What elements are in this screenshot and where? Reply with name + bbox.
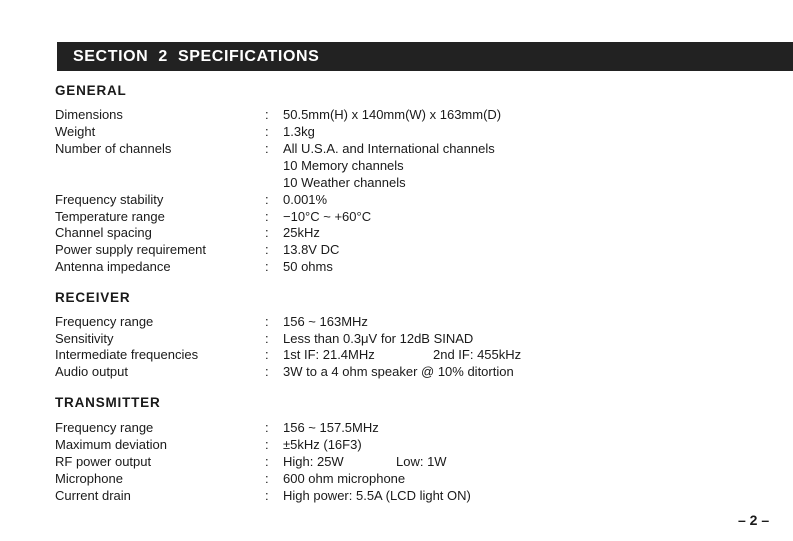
spec-label: Dimensions	[55, 107, 123, 122]
spec-label: Intermediate frequencies	[55, 347, 199, 362]
spec-label: Temperature range	[55, 209, 165, 224]
spec-label: Sensitivity	[55, 331, 114, 346]
spec-label: Antenna impedance	[55, 259, 171, 274]
spec-colon: :	[265, 437, 269, 452]
spec-colon: :	[265, 209, 269, 224]
page-number: – 2 –	[738, 512, 770, 528]
spec-colon: :	[265, 420, 269, 435]
spec-value: 600 ohm microphone	[283, 471, 406, 486]
spec-value: −10°C ~ +60°C	[283, 209, 372, 224]
spec-colon: :	[265, 124, 269, 139]
spec-value: Less than 0.3μV for 12dB SINAD	[283, 331, 474, 346]
spec-value: All U.S.A. and International channels	[283, 141, 495, 156]
spec-value: 0.001%	[283, 192, 328, 207]
spec-colon: :	[265, 242, 269, 257]
receiver-section-title: RECEIVER	[55, 290, 131, 305]
spec-value-secondary: Low: 1W	[396, 454, 447, 469]
spec-colon: :	[265, 488, 269, 503]
spec-value: 1st IF: 21.4MHz	[283, 347, 375, 362]
spec-colon: :	[265, 314, 269, 329]
spec-label: Audio output	[55, 364, 129, 379]
spec-value: 10 Memory channels	[283, 158, 404, 173]
spec-value: High power: 5.5A (LCD light ON)	[283, 488, 471, 503]
spec-label: Frequency range	[55, 314, 154, 329]
spec-label: Number of channels	[55, 141, 172, 156]
spec-label: Frequency range	[55, 420, 154, 435]
spec-value: 1.3kg	[283, 124, 315, 139]
spec-value: ±5kHz (16F3)	[283, 437, 362, 452]
spec-label: RF power output	[55, 454, 152, 469]
spec-value: 3W to a 4 ohm speaker @ 10% ditortion	[283, 364, 514, 379]
spec-value: 50.5mm(H) x 140mm(W) x 163mm(D)	[283, 107, 502, 122]
spec-colon: :	[265, 331, 269, 346]
spec-colon: :	[265, 347, 269, 362]
spec-value-secondary: 2nd IF: 455kHz	[433, 347, 522, 362]
spec-label: Power supply requirement	[55, 242, 207, 257]
spec-value: 50 ohms	[283, 259, 333, 274]
spec-colon: :	[265, 259, 269, 274]
spec-colon: :	[265, 225, 269, 240]
spec-label: Maximum deviation	[55, 437, 167, 452]
spec-value: 10 Weather channels	[283, 175, 406, 190]
section-header-banner: SECTION 2 SPECIFICATIONS	[57, 42, 793, 71]
spec-colon: :	[265, 454, 269, 469]
spec-colon: :	[265, 364, 269, 379]
spec-label: Microphone	[55, 471, 123, 486]
spec-value: 156 ~ 163MHz	[283, 314, 368, 329]
spec-label: Frequency stability	[55, 192, 164, 207]
spec-label: Current drain	[55, 488, 131, 503]
spec-value: 13.8V DC	[283, 242, 340, 257]
spec-value: High: 25W	[283, 454, 344, 469]
spec-label: Channel spacing	[55, 225, 152, 240]
spec-colon: :	[265, 192, 269, 207]
transmitter-section-title: TRANSMITTER	[55, 395, 161, 410]
spec-value: 156 ~ 157.5MHz	[283, 420, 379, 435]
spec-colon: :	[265, 141, 269, 156]
spec-colon: :	[265, 471, 269, 486]
spec-value: 25kHz	[283, 225, 320, 240]
spec-label: Weight	[55, 124, 96, 139]
general-section-title: GENERAL	[55, 83, 127, 98]
spec-colon: :	[265, 107, 269, 122]
